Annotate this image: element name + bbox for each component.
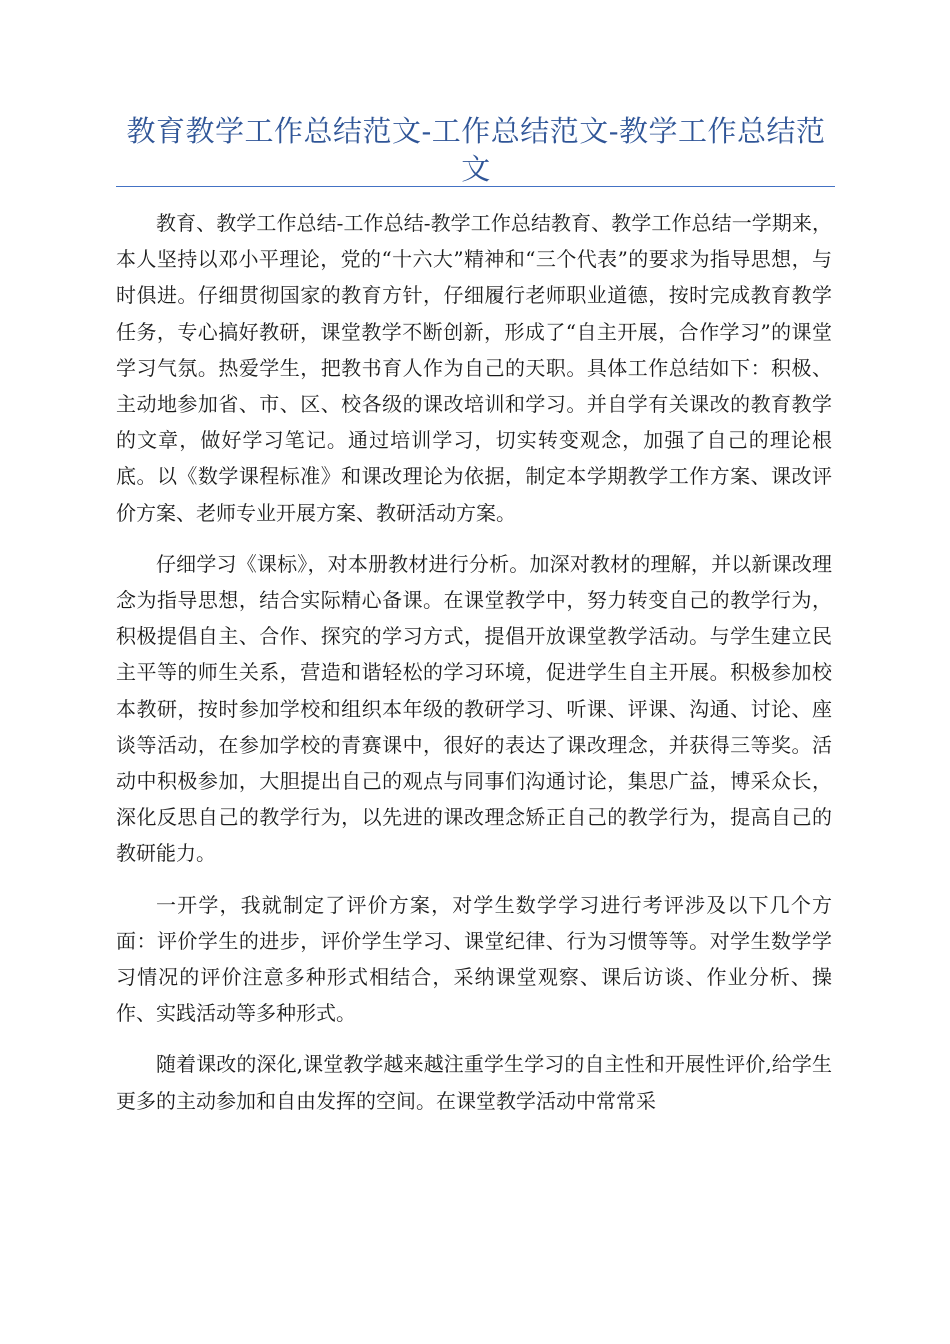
paragraph-1: 教育、教学工作总结-工作总结-教学工作总结教育、教学工作总结一学期来，本人坚持以邓小平理论，党的“十六大”精神和“三个代表”的要求为指导思想，与时俱进。仔细贯彻国家的教育方针，仔细履行老师职业道德，按时完成教育教学任务，专心搞好教研，课堂教学不断创新，形成了“自主开展，合作学习”的课堂学习气氛。热爱学生，把教书育人作为自己的天职。具体工作总结如下：积极、主动地参加省、市、区、校各级的课改培训和学习。并自学有关课改的教育教学的文章，做好学习笔记。通过培训学习，切实转变观念，加强了自己的理论根底。以《数学课程标准》和课改理论为依据，制定本学期教学工作方案、课改评价方案、老师专业开展方案、教研活动方案。 [116, 211, 832, 525]
paragraph-4: 随着课改的深化,课堂教学越来越注重学生学习的自主性和开展性评价,给学生更多的主动参加和自由发挥的空间。在课堂教学活动中常常采 [116, 1052, 832, 1113]
paragraph-3: 一开学，我就制定了评价方案，对学生数学学习进行考评涉及以下几个方面：评价学生的进步，评价学生学习、课堂纪律、行为习惯等等。对学生数学学习情况的评价注意多种形式相结合，采纳课堂观察、课后访谈、作业分析、操作、实践活动等多种形式。 [116, 892, 832, 1026]
paragraph-2: 仔细学习《课标》，对本册教材进行分析。加深对教材的理解，并以新课改理念为指导思想，结合实际精心备课。在课堂教学中，努力转变自己的教学行为，积极提倡自主、合作、探究的学习方式，提倡开放课堂教学活动。与学生建立民主平等的师生关系，营造和谐轻松的学习环境，促进学生自主开展。积极参加校本教研，按时参加学校和组织本年级的教研学习、听课、评课、沟通、讨论、座谈等活动，在参加学校的青赛课中，很好的表达了课改理念，并获得三等奖。活动中积极参加，大胆提出自己的观点与同事们沟通讨论，集思广益，博采众长，深化反思自己的教学行为，以先进的课改理念矫正自己的教学行为，提高自己的教研能力。 [116, 551, 832, 866]
title-divider [116, 186, 835, 187]
document-title: 教育教学工作总结范文-工作总结范文-教学工作总结范文 [126, 114, 826, 186]
document-body [116, 205, 832, 1134]
